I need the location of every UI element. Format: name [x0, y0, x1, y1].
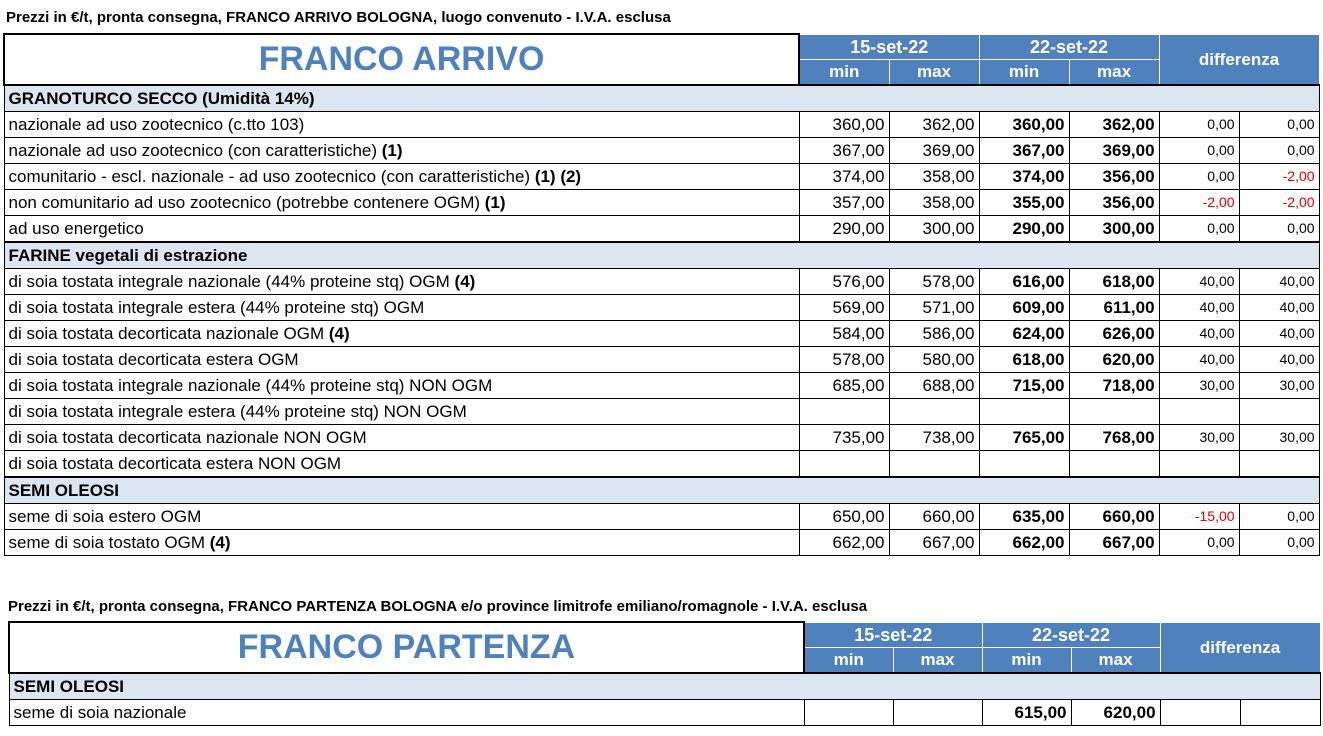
price-max-current: 620,00	[1069, 346, 1159, 372]
section-title: SEMI OLEOSI	[4, 477, 1319, 504]
date-header-previous: 15-set-22	[804, 622, 982, 647]
price-max-current: 626,00	[1069, 320, 1159, 346]
difference-min: 30,00	[1159, 424, 1239, 450]
difference-min: 0,00	[1159, 529, 1239, 555]
footnote-ref: (1) (2)	[534, 166, 582, 186]
price-max-current: 356,00	[1069, 189, 1159, 215]
price-min-previous: 576,00	[799, 268, 889, 294]
footnote-ref: (1)	[381, 140, 403, 160]
difference-max: 40,00	[1239, 320, 1319, 346]
product-name: nazionale ad uso zootecnico (c.tto 103)	[8, 114, 305, 134]
price-min-current: 360,00	[979, 111, 1069, 137]
price-min-previous: 578,00	[799, 346, 889, 372]
price-min-current: 290,00	[979, 215, 1069, 242]
header-row	[9, 622, 1320, 647]
price-min-previous: 360,00	[799, 111, 889, 137]
product-label	[4, 163, 799, 189]
price-min-previous	[804, 699, 893, 725]
product-label	[4, 215, 799, 242]
price-min-current	[979, 450, 1069, 477]
table-row	[4, 215, 1319, 242]
product-name: di soia tostata integrale estera (44% proteine stq) OGM	[8, 297, 425, 317]
difference-max: 30,00	[1239, 424, 1319, 450]
price-min-current: 635,00	[979, 503, 1069, 529]
price-max-previous: 369,00	[889, 137, 979, 163]
product-name: seme di soia tostato OGM	[8, 532, 210, 552]
price-max-previous: 300,00	[889, 215, 979, 242]
price-max-current: 768,00	[1069, 424, 1159, 450]
product-name: di soia tostata integrale estera (44% proteine stq) NON OGM	[8, 401, 467, 421]
price-min-previous: 735,00	[799, 424, 889, 450]
price-max-current: 618,00	[1069, 268, 1159, 294]
franco-arrivo-table	[3, 33, 1320, 556]
difference-max	[1239, 398, 1319, 424]
difference-min: 0,00	[1159, 137, 1239, 163]
max-header: max	[893, 647, 982, 673]
product-label	[4, 398, 799, 424]
price-min-current: 374,00	[979, 163, 1069, 189]
table-row	[4, 346, 1319, 372]
min-header: min	[982, 647, 1071, 673]
difference-max: 40,00	[1239, 346, 1319, 372]
date-header-current: 22-set-22	[979, 34, 1159, 59]
price-min-previous: 584,00	[799, 320, 889, 346]
top-caption: Prezzi in €/t, pronta consegna, FRANCO ARRIVO BOLOGNA, luogo convenuto - I.V.A. esclusa	[6, 9, 671, 26]
min-header: min	[804, 647, 893, 673]
price-min-current: 715,00	[979, 372, 1069, 398]
price-max-previous	[893, 699, 982, 725]
footnote-ref: (4)	[209, 532, 231, 552]
price-min-previous: 290,00	[799, 215, 889, 242]
max-header: max	[1069, 59, 1159, 85]
price-max-previous: 738,00	[889, 424, 979, 450]
difference-min	[1159, 398, 1239, 424]
price-min-previous	[799, 450, 889, 477]
difference-max: 0,00	[1239, 215, 1319, 242]
price-min-previous: 357,00	[799, 189, 889, 215]
table-row	[4, 163, 1319, 189]
product-label	[4, 268, 799, 294]
price-min-current: 765,00	[979, 424, 1069, 450]
table-row	[4, 529, 1319, 555]
product-label	[4, 450, 799, 477]
price-min-current: 355,00	[979, 189, 1069, 215]
price-max-previous: 358,00	[889, 163, 979, 189]
price-min-previous: 685,00	[799, 372, 889, 398]
product-name: comunitario - escl. nazionale - ad uso zootecnico (con caratteristiche)	[8, 166, 535, 186]
product-label	[9, 699, 804, 725]
product-label	[4, 189, 799, 215]
difference-max	[1239, 450, 1319, 477]
price-max-previous	[889, 450, 979, 477]
table-row	[4, 503, 1319, 529]
difference-min: 40,00	[1159, 346, 1239, 372]
footnote-ref: (4)	[454, 271, 476, 291]
table-title: FRANCO PARTENZA	[9, 622, 804, 673]
difference-max: 40,00	[1239, 294, 1319, 320]
max-header: max	[1071, 647, 1160, 673]
difference-max: 0,00	[1239, 111, 1319, 137]
price-max-previous: 571,00	[889, 294, 979, 320]
difference-min	[1160, 699, 1240, 725]
price-min-previous: 374,00	[799, 163, 889, 189]
table-title: FRANCO ARRIVO	[4, 34, 799, 85]
section-row	[4, 242, 1319, 269]
price-min-current: 662,00	[979, 529, 1069, 555]
table-row	[4, 372, 1319, 398]
table-row	[4, 268, 1319, 294]
product-name: di soia tostata integrale nazionale (44% proteine stq) NON OGM	[8, 375, 493, 395]
difference-min: 0,00	[1159, 111, 1239, 137]
price-max-current: 300,00	[1069, 215, 1159, 242]
price-min-current: 615,00	[982, 699, 1071, 725]
product-name: non comunitario ad uso zootecnico (potrebbe contenere OGM)	[8, 192, 485, 212]
product-label	[4, 111, 799, 137]
price-min-current: 609,00	[979, 294, 1069, 320]
price-max-current: 362,00	[1069, 111, 1159, 137]
product-label	[4, 137, 799, 163]
product-name: di soia tostata decorticata estera OGM	[8, 349, 299, 369]
footnote-ref: (1)	[484, 192, 506, 212]
price-min-previous: 662,00	[799, 529, 889, 555]
table-row	[4, 424, 1319, 450]
price-max-previous: 688,00	[889, 372, 979, 398]
product-label	[4, 346, 799, 372]
product-name: ad uso energetico	[8, 218, 144, 238]
product-name: di soia tostata integrale nazionale (44% proteine stq) OGM	[8, 271, 455, 291]
difference-min: 30,00	[1159, 372, 1239, 398]
difference-max: 30,00	[1239, 372, 1319, 398]
difference-min: 40,00	[1159, 320, 1239, 346]
price-max-current: 611,00	[1069, 294, 1159, 320]
price-max-current: 369,00	[1069, 137, 1159, 163]
difference-min: 0,00	[1159, 215, 1239, 242]
difference-min: -2,00	[1159, 189, 1239, 215]
product-name: di soia tostata decorticata estera NON OGM	[8, 453, 342, 473]
price-max-current: 620,00	[1071, 699, 1160, 725]
section-row	[4, 85, 1319, 112]
difference-min: 40,00	[1159, 268, 1239, 294]
product-label	[4, 372, 799, 398]
table-row	[4, 137, 1319, 163]
price-min-previous	[799, 398, 889, 424]
date-header-previous: 15-set-22	[799, 34, 979, 59]
min-header: min	[979, 59, 1069, 85]
product-label	[4, 320, 799, 346]
table-row	[4, 111, 1319, 137]
difference-max: 40,00	[1239, 268, 1319, 294]
section-title: FARINE vegetali di estrazione	[4, 242, 1319, 269]
table-row	[4, 320, 1319, 346]
table-row	[4, 450, 1319, 477]
price-min-current: 624,00	[979, 320, 1069, 346]
difference-min	[1159, 450, 1239, 477]
price-max-previous: 578,00	[889, 268, 979, 294]
difference-max: 0,00	[1239, 529, 1319, 555]
section-title: SEMI OLEOSI	[9, 673, 1320, 700]
difference-max: -2,00	[1239, 163, 1319, 189]
table-row	[4, 189, 1319, 215]
price-min-current	[979, 398, 1069, 424]
price-min-current: 367,00	[979, 137, 1069, 163]
difference-header: differenza	[1160, 622, 1320, 673]
difference-max	[1240, 699, 1320, 725]
price-max-current: 667,00	[1069, 529, 1159, 555]
section-title: GRANOTURCO SECCO (Umidità 14%)	[4, 85, 1319, 112]
price-max-current	[1069, 398, 1159, 424]
difference-min: 40,00	[1159, 294, 1239, 320]
footnote-ref: (4)	[328, 323, 350, 343]
difference-max: 0,00	[1239, 137, 1319, 163]
price-max-previous: 580,00	[889, 346, 979, 372]
difference-max: -2,00	[1239, 189, 1319, 215]
price-min-previous: 650,00	[799, 503, 889, 529]
product-name: seme di soia estero OGM	[8, 506, 202, 526]
price-max-current: 356,00	[1069, 163, 1159, 189]
price-max-previous: 358,00	[889, 189, 979, 215]
section-row	[9, 673, 1320, 700]
min-header: min	[799, 59, 889, 85]
franco-partenza-table	[8, 621, 1321, 726]
header-row	[4, 34, 1319, 59]
difference-min: -15,00	[1159, 503, 1239, 529]
product-label	[4, 424, 799, 450]
date-header-current: 22-set-22	[982, 622, 1160, 647]
difference-max: 0,00	[1239, 503, 1319, 529]
table-row	[4, 398, 1319, 424]
product-name: di soia tostata decorticata nazionale NON OGM	[8, 427, 367, 447]
price-max-previous: 586,00	[889, 320, 979, 346]
max-header: max	[889, 59, 979, 85]
price-min-current: 618,00	[979, 346, 1069, 372]
product-name: di soia tostata decorticata nazionale OGM	[8, 323, 329, 343]
price-max-current	[1069, 450, 1159, 477]
price-max-previous	[889, 398, 979, 424]
price-max-previous: 660,00	[889, 503, 979, 529]
table-row	[4, 294, 1319, 320]
table-row	[9, 699, 1320, 725]
price-min-previous: 367,00	[799, 137, 889, 163]
bottom-caption: Prezzi in €/t, pronta consegna, FRANCO PARTENZA BOLOGNA e/o province limitrofe emiliano/romagnole - I.V.A. esclusa	[8, 598, 868, 615]
product-name: seme di soia nazionale	[13, 702, 187, 722]
difference-min: 0,00	[1159, 163, 1239, 189]
product-label	[4, 294, 799, 320]
difference-header: differenza	[1159, 34, 1319, 85]
price-max-current: 718,00	[1069, 372, 1159, 398]
price-min-current: 616,00	[979, 268, 1069, 294]
product-name: nazionale ad uso zootecnico (con caratteristiche)	[8, 140, 382, 160]
price-max-previous: 362,00	[889, 111, 979, 137]
price-max-current: 660,00	[1069, 503, 1159, 529]
price-max-previous: 667,00	[889, 529, 979, 555]
price-min-previous: 569,00	[799, 294, 889, 320]
section-row	[4, 477, 1319, 504]
product-label	[4, 503, 799, 529]
product-label	[4, 529, 799, 555]
